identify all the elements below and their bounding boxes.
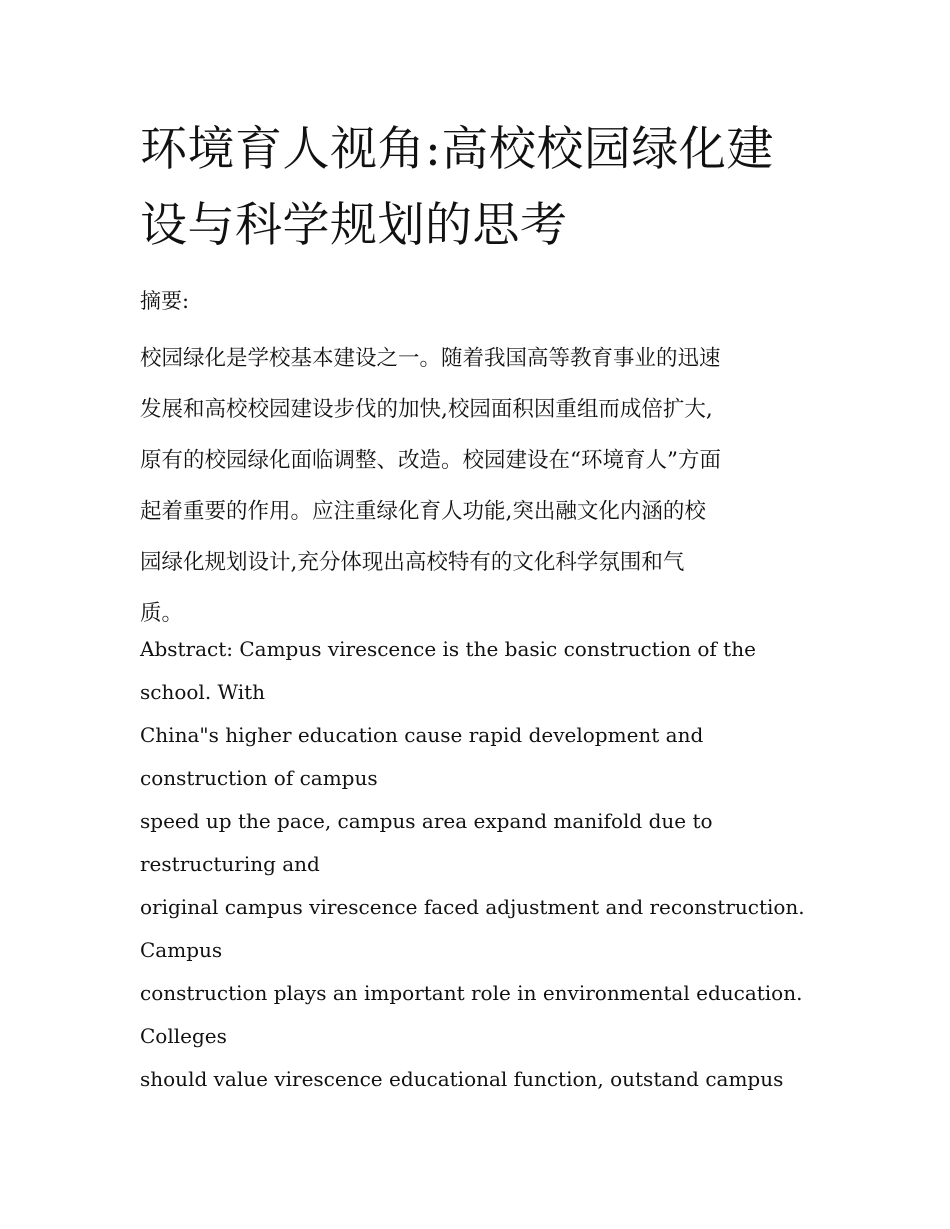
title-line: 环境育人视角:高校校园绿化建 <box>140 122 774 177</box>
abstract-en-line: school. With <box>140 680 266 704</box>
abstract-en-line: Abstract: Campus virescence is the basic construction of the <box>140 637 756 661</box>
abstract-en-line: construction plays an important role in environmental education. <box>140 981 803 1005</box>
abstract-cn-line: 发展和高校校园建设步伐的加快,校园面积因重组而成倍扩大, <box>140 397 713 422</box>
abstract-en-line: Colleges <box>140 1024 227 1048</box>
abstract-en-line: Campus <box>140 938 223 962</box>
abstract-en-line: China"s higher education cause rapid development and <box>140 723 704 747</box>
abstract-en-line: construction of campus <box>140 766 378 790</box>
abstract-en-line: restructuring and <box>140 852 320 876</box>
abstract-cn-line: 园绿化规划设计,充分体现出高校特有的文化科学氛围和气 <box>140 550 685 575</box>
chinese-abstract <box>140 333 830 639</box>
abstract-label: 摘要: <box>140 289 190 313</box>
abstract-cn-line: 校园绿化是学校基本建设之一。随着我国高等教育事业的迅速 <box>140 346 721 371</box>
abstract-cn-line: 原有的校园绿化面临调整、改造。校园建设在“环境育人”方面 <box>140 448 721 473</box>
abstract-cn-line: 起着重要的作用。应注重绿化育人功能,突出融文化内涵的校 <box>140 499 706 524</box>
abstract-en-line: speed up the pace, campus area expand manifold due to <box>140 809 713 833</box>
document-title <box>140 112 820 264</box>
abstract-en-line: should value virescence educational function, outstand campus <box>140 1067 784 1091</box>
abstract-cn-line: 质。 <box>140 601 184 626</box>
english-abstract <box>140 628 830 1101</box>
title-line: 设与科学规划的思考 <box>140 198 568 253</box>
abstract-en-line: original campus virescence faced adjustment and reconstruction. <box>140 895 805 919</box>
